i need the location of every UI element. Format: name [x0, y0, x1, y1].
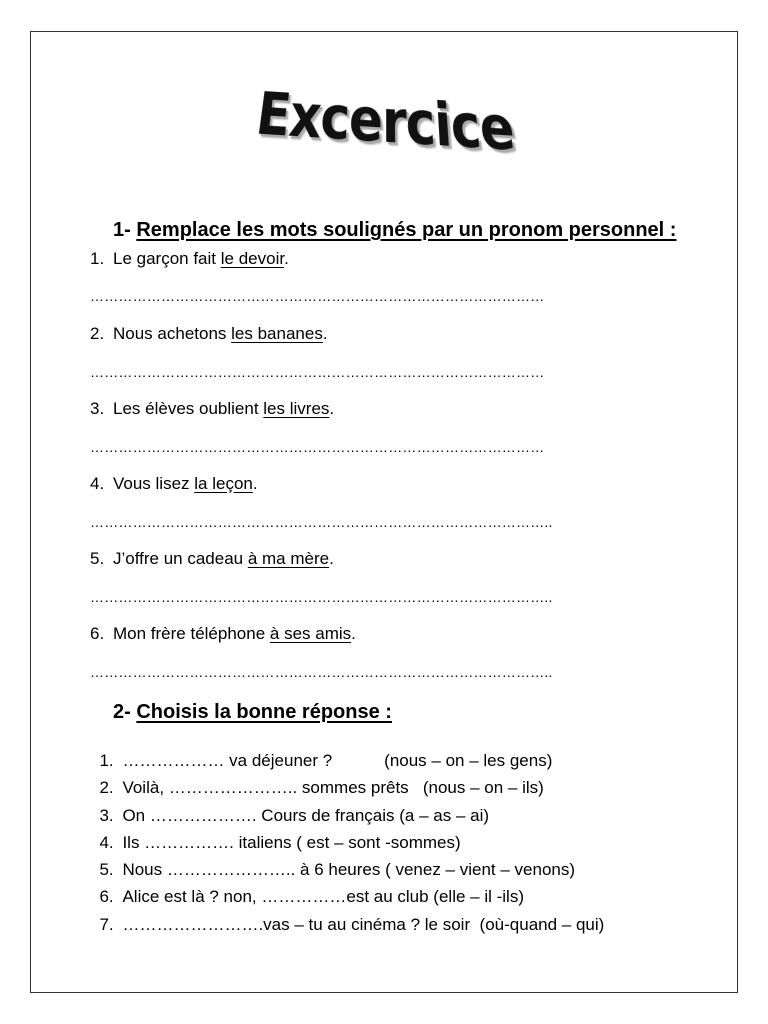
item-number: 6. — [90, 624, 105, 643]
item-punctuation: . — [284, 249, 289, 268]
exercise-1-item — [90, 249, 289, 269]
section-1-number: 1- — [113, 219, 137, 241]
item-number: 2. — [90, 324, 105, 343]
item-text: Mon frère téléphone — [113, 624, 270, 643]
item-number: 3. — [90, 399, 105, 418]
item-text: Vous lisez — [113, 474, 195, 493]
choice-text: …………………….vas – tu au cinéma ? le soir (où-quand – qui) — [122, 915, 605, 934]
answer-line-1[interactable]: …………………………………………………………………………………… — [90, 288, 545, 304]
underlined-words: les bananes — [231, 324, 323, 343]
section-2-title: Choisis la bonne réponse : — [136, 701, 392, 723]
underlined-words: le devoir — [220, 249, 285, 268]
item-number: 2. — [99, 778, 114, 797]
item-number: 5. — [90, 549, 105, 568]
exercise-3-item — [90, 399, 334, 419]
item-number: 3. — [99, 806, 114, 825]
answer-line-6[interactable]: …………………………………………………………………………………….. — [90, 664, 553, 680]
item-number: 1. — [90, 249, 105, 268]
item-number: 6. — [99, 887, 114, 906]
choice-text: On ………………. Cours de français (a – as – ai) — [122, 806, 490, 825]
item-number: 1. — [99, 751, 114, 770]
item-number: 5. — [99, 860, 114, 879]
item-number: 7. — [99, 915, 114, 934]
exercise-4-item — [90, 474, 258, 494]
item-punctuation: . — [329, 549, 334, 568]
item-punctuation: . — [351, 624, 356, 643]
choice-item-7 — [90, 895, 604, 935]
item-text: Le garçon fait — [113, 249, 221, 268]
underlined-words: à ma mère — [247, 549, 330, 568]
page-title: Excercice — [252, 80, 519, 166]
item-text: J’offre un cadeau — [113, 549, 248, 568]
answer-line-3[interactable]: …………………………………………………………………………………… — [90, 439, 545, 455]
item-number: 4. — [90, 474, 105, 493]
underlined-words: à ses amis — [269, 624, 352, 643]
title-container — [0, 80, 768, 166]
item-text: Les élèves oublient — [113, 399, 264, 418]
exercise-2-item — [90, 324, 328, 344]
underlined-words: la leçon — [194, 474, 253, 493]
section-2-heading — [113, 701, 392, 724]
choice-text: ……………… va déjeuner ? (nous – on – les gens) — [122, 751, 553, 770]
exercise-5-item — [90, 549, 334, 569]
section-1-title: Remplace les mots soulignés par un pronom personnel : — [136, 219, 677, 241]
answer-line-4[interactable]: …………………………………………………………………………………….. — [90, 514, 553, 530]
choice-text: Nous ………………….. à 6 heures ( venez – vient – venons) — [122, 860, 576, 879]
answer-line-2[interactable]: …………………………………………………………………………………… — [90, 364, 545, 380]
exercise-6-item — [90, 624, 356, 644]
section-1-heading — [113, 219, 676, 242]
item-punctuation: . — [252, 474, 258, 493]
choice-text: Alice est là ? non, ……………est au club (elle – il -ils) — [122, 887, 524, 906]
item-punctuation: . — [329, 399, 335, 418]
section-2-number: 2- — [113, 701, 137, 723]
choice-text: Voilà, ………………….. sommes prêts (nous – on – ils) — [122, 778, 544, 797]
item-number: 4. — [99, 833, 114, 852]
answer-line-5[interactable]: …………………………………………………………………………………….. — [90, 589, 553, 605]
choice-text: Ils ……………. italiens ( est – sont -sommes) — [122, 833, 461, 852]
item-punctuation: . — [322, 324, 328, 343]
item-text: Nous achetons — [113, 324, 232, 343]
underlined-words: les livres — [263, 399, 330, 418]
